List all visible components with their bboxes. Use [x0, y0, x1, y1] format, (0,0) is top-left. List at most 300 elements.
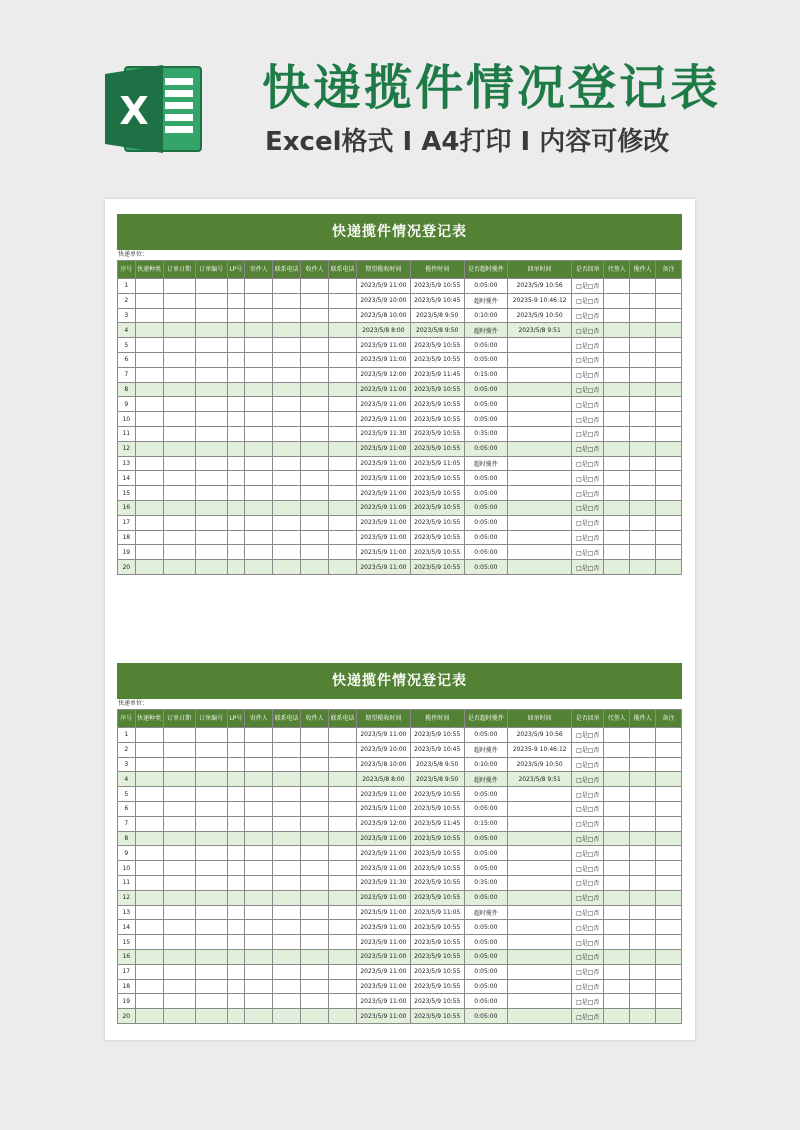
table-cell: [163, 560, 195, 575]
table-cell: [273, 964, 301, 979]
table-cell: 2023/5/9 10:55: [410, 397, 464, 412]
table-cell: [273, 757, 301, 772]
table-cell: [227, 920, 245, 935]
table-cell: 2023/5/8 10:00: [357, 757, 411, 772]
table-cell: [301, 441, 329, 456]
table-row: [118, 441, 682, 456]
table-cell: [135, 846, 163, 861]
table-cell: [604, 397, 630, 412]
table-cell: [301, 308, 329, 323]
table-cell: □是□否: [572, 964, 604, 979]
table-cell: 2023/5/8 9:50: [410, 757, 464, 772]
table-cell: [301, 757, 329, 772]
table-cell: 2023/5/9 11:45: [410, 367, 464, 382]
column-header: LP号: [227, 710, 245, 728]
table-cell: [604, 530, 630, 545]
table-cell: [245, 920, 273, 935]
table-cell: 2023/5/9 10:50: [508, 308, 572, 323]
table-cell: [227, 560, 245, 575]
table-cell: [195, 397, 227, 412]
table-cell: [604, 500, 630, 515]
table-cell: [329, 530, 357, 545]
table-cell: [195, 441, 227, 456]
table-cell: 2023/5/9 10:55: [410, 530, 464, 545]
table-cell: [301, 964, 329, 979]
table-row: [118, 471, 682, 486]
table-cell: 2023/5/9 10:55: [410, 412, 464, 427]
table-cell: 0:05:00: [464, 471, 507, 486]
table-cell: [163, 515, 195, 530]
table-cell: [245, 293, 273, 308]
table-cell: [245, 772, 273, 787]
table-cell: 0:10:00: [464, 308, 507, 323]
table-cell: 18: [118, 979, 136, 994]
column-header: 代签人: [604, 710, 630, 728]
column-header: LP号: [227, 261, 245, 279]
table-cell: 2023/5/9 11:00: [357, 279, 411, 294]
table-row: [118, 964, 682, 979]
table-cell: 16: [118, 500, 136, 515]
table-cell: [329, 486, 357, 501]
table-cell: □是□否: [572, 382, 604, 397]
table-cell: [227, 338, 245, 353]
table-cell: [135, 323, 163, 338]
table-cell: 2023/5/9 12:00: [357, 367, 411, 382]
table-cell: 2023/5/9 11:00: [357, 994, 411, 1009]
table-cell: 超时揽件: [464, 772, 507, 787]
table-cell: [301, 816, 329, 831]
table-row: [118, 728, 682, 743]
table-row: [118, 772, 682, 787]
table-cell: [301, 515, 329, 530]
column-header: 期望揽收时间: [357, 710, 411, 728]
table-cell: [656, 471, 682, 486]
sheet-title: 快递揽件情况登记表: [117, 663, 682, 699]
table-cell: 超时揽件: [464, 905, 507, 920]
table-cell: [227, 890, 245, 905]
table-cell: □是□否: [572, 949, 604, 964]
table-row: [118, 905, 682, 920]
table-cell: [656, 846, 682, 861]
table-cell: 0:05:00: [464, 787, 507, 802]
table-cell: [163, 905, 195, 920]
column-header: 联系电话: [329, 710, 357, 728]
table-cell: [245, 890, 273, 905]
table-cell: 0:05:00: [464, 994, 507, 1009]
column-header: 回单时间: [508, 261, 572, 279]
table-cell: [273, 875, 301, 890]
table-cell: [135, 500, 163, 515]
table-cell: [245, 279, 273, 294]
table-cell: [329, 338, 357, 353]
table-cell: [656, 441, 682, 456]
table-cell: [163, 801, 195, 816]
table-cell: [301, 890, 329, 905]
table-cell: [329, 293, 357, 308]
table-row: [118, 367, 682, 382]
table-cell: [329, 560, 357, 575]
table-cell: [630, 530, 656, 545]
table-cell: [227, 367, 245, 382]
table-cell: [630, 994, 656, 1009]
table-cell: 0:05:00: [464, 352, 507, 367]
table-cell: [301, 530, 329, 545]
table-row: [118, 397, 682, 412]
table-cell: [630, 979, 656, 994]
table-cell: [604, 728, 630, 743]
table-cell: [604, 905, 630, 920]
page-title: 快递揽件情况登记表: [262, 60, 722, 116]
column-header: 揽件人: [630, 261, 656, 279]
table-cell: [163, 979, 195, 994]
table-cell: [195, 979, 227, 994]
table-cell: 0:05:00: [464, 412, 507, 427]
table-cell: [245, 441, 273, 456]
table-cell: 2023/5/9 11:05: [410, 456, 464, 471]
table-cell: 2023/5/9 10:45: [410, 742, 464, 757]
table-cell: 0:15:00: [464, 816, 507, 831]
table-cell: [135, 441, 163, 456]
table-cell: [301, 905, 329, 920]
table-row: [118, 293, 682, 308]
table-cell: 7: [118, 367, 136, 382]
table-cell: [604, 293, 630, 308]
table-cell: □是□否: [572, 367, 604, 382]
table-cell: [329, 861, 357, 876]
table-cell: [227, 994, 245, 1009]
table-cell: 2023/5/9 11:00: [357, 352, 411, 367]
table-cell: [508, 964, 572, 979]
table-cell: 超时揽件: [464, 323, 507, 338]
table-cell: [630, 772, 656, 787]
column-header: 快递种类: [135, 261, 163, 279]
table-cell: [273, 515, 301, 530]
table-row: [118, 801, 682, 816]
table-cell: 0:05:00: [464, 728, 507, 743]
table-cell: [245, 905, 273, 920]
table-cell: [329, 1009, 357, 1024]
table-cell: [329, 456, 357, 471]
table-cell: □是□否: [572, 486, 604, 501]
table-cell: [227, 471, 245, 486]
table-cell: [301, 728, 329, 743]
table-cell: [163, 545, 195, 560]
table-cell: [163, 935, 195, 950]
table-cell: [227, 875, 245, 890]
table-cell: [163, 500, 195, 515]
table-cell: □是□否: [572, 772, 604, 787]
table-row: [118, 787, 682, 802]
table-cell: [630, 935, 656, 950]
table-cell: 0:05:00: [464, 920, 507, 935]
table-cell: □是□否: [572, 500, 604, 515]
table-cell: □是□否: [572, 456, 604, 471]
table-cell: [245, 486, 273, 501]
table-cell: [195, 801, 227, 816]
table-cell: 11: [118, 875, 136, 890]
table-cell: [163, 1009, 195, 1024]
table-cell: [135, 308, 163, 323]
column-header: 代签人: [604, 261, 630, 279]
table-cell: [245, 426, 273, 441]
table-cell: [195, 905, 227, 920]
table-cell: [195, 875, 227, 890]
table-cell: [656, 1009, 682, 1024]
table-cell: 2023/5/9 11:45: [410, 816, 464, 831]
table-cell: [630, 308, 656, 323]
table-cell: [195, 728, 227, 743]
table-cell: [329, 846, 357, 861]
table-cell: 8: [118, 382, 136, 397]
table-cell: [135, 787, 163, 802]
table-cell: 11: [118, 426, 136, 441]
table-row: [118, 1009, 682, 1024]
table-cell: [630, 831, 656, 846]
table-cell: 13: [118, 456, 136, 471]
table-cell: [329, 979, 357, 994]
table-cell: 2023/5/9 10:55: [410, 890, 464, 905]
table-cell: 2023/5/8 9:50: [410, 772, 464, 787]
table-cell: [273, 456, 301, 471]
table-row: [118, 456, 682, 471]
table-cell: 2023/5/9 10:55: [410, 994, 464, 1009]
table-cell: [195, 920, 227, 935]
table-cell: [135, 338, 163, 353]
table-cell: [656, 905, 682, 920]
table-cell: [630, 875, 656, 890]
table-row: [118, 515, 682, 530]
table-row: [118, 861, 682, 876]
table-cell: [508, 846, 572, 861]
table-cell: 2023/5/9 11:00: [357, 979, 411, 994]
table-cell: [508, 1009, 572, 1024]
table-cell: □是□否: [572, 831, 604, 846]
sheet-title: 快递揽件情况登记表: [117, 214, 682, 250]
table-cell: 2023/5/9 10:55: [410, 500, 464, 515]
table-row: [118, 846, 682, 861]
table-cell: [135, 816, 163, 831]
table-cell: [656, 772, 682, 787]
table-cell: [604, 486, 630, 501]
table-cell: [273, 426, 301, 441]
table-cell: [273, 545, 301, 560]
table-cell: [163, 323, 195, 338]
column-header: 揽件时间: [410, 261, 464, 279]
table-cell: [135, 772, 163, 787]
table-cell: [135, 560, 163, 575]
table-cell: [329, 545, 357, 560]
table-cell: [273, 500, 301, 515]
table-row: [118, 875, 682, 890]
table-cell: [604, 352, 630, 367]
table-cell: 2023/5/9 11:00: [357, 846, 411, 861]
table-cell: [227, 545, 245, 560]
table-cell: [273, 560, 301, 575]
table-cell: [273, 846, 301, 861]
table-cell: [135, 412, 163, 427]
table-cell: 2023/5/9 10:55: [410, 949, 464, 964]
table-cell: 0:05:00: [464, 935, 507, 950]
table-row: [118, 816, 682, 831]
table-cell: [604, 412, 630, 427]
table-cell: [227, 293, 245, 308]
table-cell: 19: [118, 545, 136, 560]
table-cell: [135, 949, 163, 964]
table-cell: [227, 412, 245, 427]
table-row: [118, 757, 682, 772]
table-cell: [245, 994, 273, 1009]
table-cell: [195, 500, 227, 515]
table-cell: 0:05:00: [464, 486, 507, 501]
table-cell: [227, 742, 245, 757]
table-cell: [508, 890, 572, 905]
table-cell: □是□否: [572, 728, 604, 743]
table-cell: [163, 787, 195, 802]
table-cell: [163, 456, 195, 471]
table-cell: [195, 949, 227, 964]
table-cell: [656, 994, 682, 1009]
table-cell: □是□否: [572, 279, 604, 294]
table-cell: [630, 757, 656, 772]
table-cell: [656, 964, 682, 979]
table-cell: 0:15:00: [464, 367, 507, 382]
table-cell: [273, 905, 301, 920]
table-cell: [329, 964, 357, 979]
table-cell: [163, 308, 195, 323]
table-cell: 17: [118, 964, 136, 979]
table-cell: □是□否: [572, 397, 604, 412]
table-cell: 5: [118, 787, 136, 802]
table-cell: 2023/5/9 10:55: [410, 831, 464, 846]
table-cell: [630, 742, 656, 757]
table-cell: 0:05:00: [464, 515, 507, 530]
table-cell: □是□否: [572, 426, 604, 441]
table-cell: [245, 861, 273, 876]
table-cell: 超时揽件: [464, 742, 507, 757]
table-cell: [656, 486, 682, 501]
table-cell: 7: [118, 816, 136, 831]
table-cell: [604, 772, 630, 787]
table-cell: [163, 426, 195, 441]
table-cell: [656, 426, 682, 441]
table-cell: [195, 426, 227, 441]
table-cell: 1: [118, 279, 136, 294]
table-cell: [245, 831, 273, 846]
table-cell: [656, 831, 682, 846]
table-cell: [135, 515, 163, 530]
table-cell: [273, 486, 301, 501]
table-cell: [329, 728, 357, 743]
table-cell: [135, 935, 163, 950]
column-header: 寄件人: [245, 710, 273, 728]
table-cell: [508, 831, 572, 846]
table-cell: [245, 382, 273, 397]
table-cell: [163, 964, 195, 979]
table-cell: [604, 757, 630, 772]
table-cell: 0:05:00: [464, 979, 507, 994]
table-cell: [195, 293, 227, 308]
table-cell: [508, 426, 572, 441]
table-cell: [273, 441, 301, 456]
table-cell: [656, 935, 682, 950]
table-cell: [227, 787, 245, 802]
table-cell: [301, 500, 329, 515]
table-cell: [656, 816, 682, 831]
table-cell: [329, 367, 357, 382]
table-cell: [508, 994, 572, 1009]
table-cell: [508, 545, 572, 560]
table-cell: [301, 949, 329, 964]
column-header: 是否超时揽件: [464, 261, 507, 279]
table-row: [118, 949, 682, 964]
table-cell: [604, 279, 630, 294]
table-cell: [656, 787, 682, 802]
table-cell: [301, 920, 329, 935]
table-cell: [245, 757, 273, 772]
table-cell: [163, 846, 195, 861]
table-cell: □是□否: [572, 352, 604, 367]
table-cell: [329, 831, 357, 846]
table-cell: 2023/5/9 10:55: [410, 875, 464, 890]
table-cell: [195, 831, 227, 846]
table-cell: [135, 890, 163, 905]
table-cell: [301, 994, 329, 1009]
table-cell: [273, 949, 301, 964]
table-cell: [604, 426, 630, 441]
table-cell: □是□否: [572, 545, 604, 560]
table-cell: [630, 545, 656, 560]
table-cell: [656, 728, 682, 743]
table-row: [118, 352, 682, 367]
table-cell: [273, 801, 301, 816]
table-cell: 2023/5/9 10:55: [410, 471, 464, 486]
table-cell: 0:05:00: [464, 846, 507, 861]
table-cell: 2023/5/9 11:00: [357, 338, 411, 353]
table-cell: 2023/5/9 11:30: [357, 426, 411, 441]
table-cell: [195, 861, 227, 876]
table-cell: 2023/5/9 10:55: [410, 801, 464, 816]
table-cell: [227, 500, 245, 515]
table-cell: [273, 742, 301, 757]
table-cell: [245, 530, 273, 545]
table-cell: 2023/5/8 9:50: [410, 323, 464, 338]
table-cell: □是□否: [572, 994, 604, 1009]
table-cell: 2023/5/8 9:50: [410, 308, 464, 323]
table-cell: [604, 367, 630, 382]
table-cell: 超时揽件: [464, 456, 507, 471]
table-cell: 2023/5/9 10:55: [410, 515, 464, 530]
table-cell: [195, 412, 227, 427]
table-cell: 16: [118, 949, 136, 964]
table-cell: 2023/5/9 11:00: [357, 545, 411, 560]
table-cell: [656, 949, 682, 964]
table-cell: 2023/5/9 11:00: [357, 861, 411, 876]
table-cell: [508, 801, 572, 816]
column-header: 是否超时揽件: [464, 710, 507, 728]
table-cell: [163, 994, 195, 1009]
table-cell: [329, 308, 357, 323]
table-cell: [656, 352, 682, 367]
table-cell: [245, 367, 273, 382]
table-cell: [163, 757, 195, 772]
table-cell: [329, 382, 357, 397]
table-cell: [630, 890, 656, 905]
table-cell: [227, 861, 245, 876]
table-cell: [656, 412, 682, 427]
sheet-copy-1: [117, 214, 682, 575]
table-cell: [245, 964, 273, 979]
table-cell: [163, 772, 195, 787]
